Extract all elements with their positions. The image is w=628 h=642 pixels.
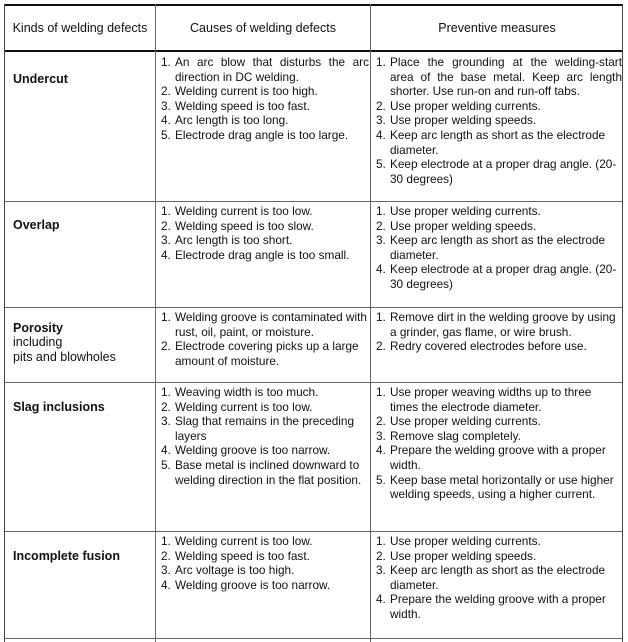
preventive-cell — [372, 385, 622, 502]
item-number: 4. — [161, 247, 171, 262]
preventive-item — [372, 563, 622, 592]
preventive-cell — [372, 534, 622, 622]
welding-defects-table — [4, 4, 623, 642]
item-text: Weaving width is too much. — [175, 385, 319, 399]
item-number: 1. — [376, 385, 386, 399]
preventive-item — [372, 128, 622, 157]
preventive-item — [372, 443, 622, 472]
item-number: 4. — [161, 113, 171, 128]
cause-item — [157, 219, 369, 234]
item-number: 2. — [161, 339, 171, 354]
cause-item — [157, 204, 369, 219]
defect-kind-cell — [5, 218, 155, 232]
item-number: 4. — [161, 443, 171, 458]
item-number: 1. — [161, 310, 171, 324]
defect-subtitle: including — [13, 335, 63, 349]
preventive-item — [372, 473, 622, 502]
item-text: Redry covered electrodes before use. — [390, 339, 587, 354]
preventive-cell-list — [372, 385, 622, 502]
item-text: Keep arc length as short as the electrode diameter. — [390, 563, 606, 592]
defect-name: Incomplete fusion — [13, 549, 120, 563]
item-number: 1. — [376, 55, 386, 69]
item-number: 1. — [161, 385, 171, 399]
header-preventive: Preventive measures — [438, 21, 556, 35]
preventive-item — [372, 262, 622, 291]
item-text: Place the grounding at the welding-start area of the base metal. Keep arc length shorter. Use run-on and run-off tabs. — [390, 55, 622, 99]
cause-item — [157, 414, 369, 443]
item-number: 5. — [161, 127, 171, 142]
preventive-cell-list — [372, 310, 622, 354]
item-number: 4. — [161, 577, 171, 592]
preventive-item — [372, 310, 622, 339]
item-number: 2. — [376, 98, 386, 113]
item-number: 2. — [376, 218, 386, 233]
cause-item — [157, 458, 369, 487]
preventive-item — [372, 385, 622, 414]
preventive-item — [372, 233, 622, 262]
item-number: 1. — [376, 310, 386, 324]
preventive-item — [372, 157, 622, 186]
preventive-cell — [372, 310, 622, 354]
item-number: 3. — [161, 233, 171, 248]
item-text: Welding groove is too narrow. — [175, 443, 331, 458]
item-text: Keep arc length as short as the electrode diameter. — [390, 127, 606, 157]
cause-item — [157, 563, 369, 578]
item-text: Welding speed is too slow. — [175, 218, 314, 233]
cause-item — [157, 339, 369, 368]
causes-cell-list — [157, 534, 369, 592]
preventive-item — [372, 55, 622, 99]
item-text: Use proper welding currents. — [390, 204, 541, 218]
item-text: Prepare the welding groove with a proper width. — [390, 592, 606, 621]
causes-cell — [157, 385, 369, 487]
item-number: 5. — [376, 472, 386, 487]
table-row — [5, 531, 622, 638]
item-number: 1. — [161, 534, 171, 548]
item-number: 5. — [376, 157, 386, 172]
cause-item — [157, 128, 369, 143]
causes-cell-list — [157, 310, 369, 368]
item-text: Arc length is too long. — [175, 113, 289, 128]
item-number: 2. — [161, 399, 171, 414]
preventive-item — [372, 219, 622, 234]
defect-name: Slag inclusions — [13, 400, 105, 414]
item-text: Prepare the welding groove with a proper width. — [390, 443, 606, 472]
item-text: Use proper weaving widths up to three times the electrode diameter. — [390, 385, 592, 414]
cause-item — [157, 113, 369, 128]
item-text: Welding current is too low. — [175, 534, 313, 548]
item-number: 4. — [376, 443, 386, 458]
defect-name: Undercut — [13, 72, 68, 86]
defect-kind-cell — [5, 72, 155, 86]
item-number: 3. — [376, 113, 386, 128]
item-number: 2. — [161, 548, 171, 563]
preventive-item — [372, 534, 622, 549]
item-text: Keep electrode at a proper drag angle. (20-30 degrees) — [390, 157, 617, 186]
cause-item — [157, 385, 369, 400]
preventive-item — [372, 339, 622, 354]
preventive-item — [372, 592, 622, 621]
preventive-cell — [372, 204, 622, 292]
preventive-item — [372, 549, 622, 564]
item-number: 1. — [376, 534, 386, 548]
item-text: Welding groove is contaminated with rust, oil, paint, or moisture. — [175, 310, 367, 339]
cause-item — [157, 400, 369, 415]
cause-item — [157, 99, 369, 114]
causes-cell-list — [157, 385, 369, 487]
item-number: 5. — [161, 457, 171, 472]
item-number: 3. — [161, 98, 171, 113]
preventive-cell — [372, 55, 622, 186]
item-text: Use proper welding speeds. — [390, 113, 537, 128]
header-kinds: Kinds of welding defects — [12, 21, 148, 35]
cause-item — [157, 84, 369, 99]
cause-item — [157, 578, 369, 593]
preventive-cell-list — [372, 204, 622, 292]
causes-cell — [157, 534, 369, 592]
item-text: Use proper welding speeds. — [390, 218, 537, 233]
cause-item — [157, 549, 369, 564]
item-text: Welding speed is too fast. — [175, 548, 310, 563]
table-row — [5, 382, 622, 531]
defect-kind-cell — [5, 549, 155, 563]
cause-item — [157, 534, 369, 549]
item-number: 3. — [161, 414, 171, 429]
item-text: Welding current is too high. — [175, 84, 318, 99]
item-text: Electrode drag angle is too large. — [175, 127, 349, 142]
item-text: An arc blow that disturbs the arc direction in DC welding. — [175, 55, 369, 84]
cause-item — [157, 248, 369, 263]
causes-cell — [157, 55, 369, 143]
preventive-cell-list — [372, 534, 622, 622]
preventive-item — [372, 113, 622, 128]
defect-name: Overlap — [13, 218, 60, 232]
item-text: Remove dirt in the welding groove by using a grinder, gas flame, or wire brush. — [390, 310, 616, 339]
item-number: 2. — [376, 339, 386, 354]
item-text: Welding current is too low. — [175, 204, 313, 218]
preventive-item — [372, 429, 622, 444]
causes-cell-list — [157, 55, 369, 143]
defect-name: Porosity — [13, 321, 64, 335]
item-text: Welding speed is too fast. — [175, 98, 310, 113]
item-text: Use proper welding currents. — [390, 98, 541, 113]
preventive-item — [372, 204, 622, 219]
item-number: 2. — [161, 84, 171, 99]
item-number: 1. — [161, 55, 171, 69]
cause-item — [157, 55, 369, 84]
row-divider — [5, 638, 622, 639]
item-number: 2. — [376, 548, 386, 563]
causes-cell — [157, 204, 369, 262]
preventive-item — [372, 99, 622, 114]
item-number: 4. — [376, 262, 386, 277]
cause-item — [157, 233, 369, 248]
item-number: 2. — [161, 218, 171, 233]
item-text: Use proper welding currents. — [390, 534, 541, 548]
item-text: Base metal is inclined downward to welding direction in the flat position. — [175, 457, 362, 487]
item-text: Welding current is too low. — [175, 399, 313, 414]
item-number: 2. — [376, 414, 386, 429]
table-row — [5, 307, 622, 382]
item-text: Keep arc length as short as the electrode diameter. — [390, 233, 606, 262]
item-text: Arc voltage is too high. — [175, 563, 295, 578]
item-number: 3. — [376, 428, 386, 443]
item-number: 4. — [376, 127, 386, 142]
item-number: 3. — [376, 233, 386, 248]
defect-kind-cell — [5, 400, 155, 414]
item-number: 3. — [161, 563, 171, 578]
item-text: Remove slag completely. — [390, 428, 521, 443]
causes-cell — [157, 310, 369, 368]
item-text: Arc length is too short. — [175, 233, 293, 248]
item-number: 1. — [376, 204, 386, 218]
item-text: Use proper welding speeds. — [390, 548, 537, 563]
item-text: Keep base metal horizontally or use higher welding speeds, using a higher current. — [390, 472, 614, 502]
item-number: 1. — [161, 204, 171, 218]
item-number: 4. — [376, 592, 386, 607]
defect-kind-cell — [5, 321, 155, 365]
item-number: 3. — [376, 563, 386, 578]
item-text: Use proper welding currents. — [390, 414, 541, 429]
item-text: Electrode drag angle is too small. — [175, 247, 350, 262]
preventive-cell-list — [372, 55, 622, 186]
item-text: Keep electrode at a proper drag angle. (20-30 degrees) — [390, 262, 617, 291]
header-causes: Causes of welding defects — [190, 21, 336, 35]
item-text: Slag that remains in the preceding layers — [175, 414, 355, 443]
table-row — [5, 52, 622, 201]
defect-subtitle: pits and blowholes — [13, 350, 116, 364]
cause-item — [157, 443, 369, 458]
preventive-item — [372, 414, 622, 429]
item-text: Welding groove is too narrow. — [175, 577, 331, 592]
causes-cell-list — [157, 204, 369, 262]
cause-item — [157, 310, 369, 339]
item-text: Electrode covering picks up a large amount of moisture. — [175, 339, 359, 368]
table-row — [5, 201, 622, 307]
